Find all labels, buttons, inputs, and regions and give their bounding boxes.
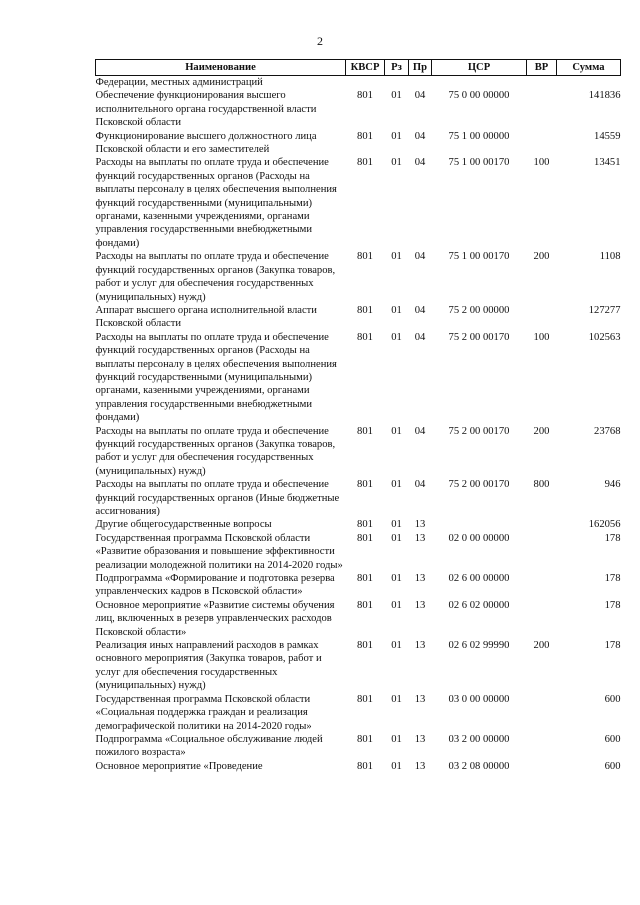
table-row [96, 156, 621, 250]
cell-kvsr: 801 [357, 733, 373, 745]
cell-csr: 02 6 00 00000 [448, 573, 510, 585]
table-row [96, 89, 621, 129]
cell-sum: 600 [604, 733, 621, 745]
cell-pr: 13 [414, 760, 426, 772]
cell-sum: 178 [604, 532, 621, 544]
cell-pr: 04 [414, 304, 426, 316]
cell-name: Функционирование высшего должностного лица Псковской области и его заместителей [95, 130, 317, 156]
cell-kvsr: 801 [357, 640, 373, 652]
column-header-pr: Пр [409, 60, 432, 76]
cell-csr [432, 76, 527, 90]
cell-rz: 01 [391, 760, 402, 772]
cell-pr: 13 [414, 573, 426, 585]
cell-vr [527, 304, 557, 331]
cell-kvsr: 801 [357, 425, 373, 437]
cell-sum: 600 [604, 693, 621, 705]
cell-pr: 04 [414, 479, 426, 491]
column-header-sum: Сумма [557, 60, 621, 76]
cell-pr: 04 [414, 251, 426, 263]
cell-sum: 13451 [594, 157, 621, 169]
cell-vr [527, 130, 557, 157]
cell-csr: 02 0 00 00000 [448, 532, 510, 544]
cell-vr [527, 760, 557, 773]
table-body [96, 76, 621, 774]
cell-sum: 178 [604, 573, 621, 585]
cell-name: Расходы на выплаты по оплате труда и обеспечение функций государственных органов (Расходы на выплаты персоналу в целях обеспечения выполнения функций государственными (муниципальными) органами, казенными учреждениями, органами управления государственными внебюджетными фондами) [95, 157, 337, 249]
cell-sum: 14559 [594, 130, 621, 142]
cell-vr: 100 [533, 157, 550, 169]
column-header-name: Наименование [96, 60, 346, 76]
cell-rz: 01 [391, 733, 402, 745]
cell-kvsr: 801 [357, 760, 373, 772]
table-row [96, 250, 621, 304]
cell-csr: 75 1 00 00170 [448, 157, 510, 169]
cell-sum: 23768 [594, 425, 621, 437]
table-row [96, 518, 621, 531]
cell-sum: 178 [604, 599, 621, 611]
cell-name: Расходы на выплаты по оплате труда и обеспечение функций государственных органов (Закупка товаров, работ и услуг для обеспечения государственных (муниципальных) нужд) [95, 425, 336, 477]
table-row [96, 532, 621, 572]
table-header-row [96, 60, 621, 76]
cell-vr [527, 76, 557, 90]
cell-name: Государственная программа Псковской области «Развитие образования и повышение эффективности реализации молодежной политики на 2014-2020 годы» [95, 532, 343, 571]
cell-csr: 03 2 08 00000 [448, 760, 510, 772]
cell-pr: 13 [414, 519, 426, 531]
cell-sum: 1108 [599, 251, 621, 263]
cell-name: Аппарат высшего органа исполнительной власти Псковской области [95, 304, 317, 330]
cell-vr: 200 [533, 425, 550, 437]
cell-name: Другие общегосударственные вопросы [95, 519, 272, 531]
cell-rz: 01 [391, 599, 402, 611]
cell-pr: 13 [414, 532, 426, 544]
cell-vr [527, 89, 557, 129]
cell-kvsr: 801 [357, 519, 373, 531]
cell-name: Реализация иных направлений расходов в рамках основного мероприятия (Закупка товаров, работ и услуг для обеспечения государственных (муниципальных) нужд) [95, 640, 322, 692]
table-row [96, 425, 621, 479]
cell-pr: 04 [414, 331, 426, 343]
cell-kvsr: 801 [357, 90, 373, 102]
cell-name: Подпрограмма «Формирование и подготовка резерва управленческих кадров в Псковской области» [95, 573, 335, 598]
cell-sum: 600 [604, 760, 621, 772]
cell-pr: 04 [414, 157, 426, 169]
cell-csr [432, 518, 527, 531]
table-row [96, 733, 621, 760]
cell-csr: 75 0 00 00000 [448, 90, 510, 102]
column-header-kvsr: КВСР [346, 60, 385, 76]
cell-rz: 01 [391, 130, 402, 142]
cell-rz: 01 [391, 90, 402, 102]
cell-vr [527, 518, 557, 531]
cell-csr: 75 2 00 00170 [448, 425, 510, 437]
cell-kvsr [346, 76, 385, 90]
cell-csr: 02 6 02 00000 [448, 599, 510, 611]
table-row [96, 599, 621, 639]
cell-pr [409, 76, 432, 90]
table-row [96, 331, 621, 425]
cell-csr: 75 2 00 00000 [448, 304, 510, 316]
column-header-csr: ЦСР [432, 60, 527, 76]
cell-name: Основное мероприятие «Развитие системы обучения лиц, включенных в резерв управленческих расходов Псковской области» [95, 599, 335, 638]
table-row [96, 76, 621, 90]
cell-rz [385, 76, 409, 90]
cell-csr: 03 2 00 00000 [448, 733, 510, 745]
cell-pr: 13 [414, 640, 426, 652]
cell-sum: 162056 [588, 519, 621, 531]
cell-sum: 141836 [588, 90, 621, 102]
cell-pr: 13 [414, 733, 426, 745]
table-row [96, 478, 621, 518]
cell-kvsr: 801 [357, 251, 373, 263]
cell-kvsr: 801 [357, 599, 373, 611]
table-row [96, 304, 621, 331]
cell-name: Расходы на выплаты по оплате труда и обеспечение функций государственных органов (Иные бюджетные ассигнования) [95, 479, 340, 517]
cell-csr: 75 1 00 00170 [448, 251, 510, 263]
cell-vr [527, 693, 557, 733]
cell-kvsr: 801 [357, 573, 373, 585]
cell-kvsr: 801 [357, 157, 373, 169]
cell-rz: 01 [391, 693, 402, 705]
cell-name: Государственная программа Псковской области «Социальная поддержка граждан и реализация демографической политики на 2014-2020 годы» [95, 693, 312, 732]
cell-csr: 03 0 00 00000 [448, 693, 510, 705]
cell-vr: 200 [533, 640, 550, 652]
cell-csr: 75 2 00 00170 [448, 331, 510, 343]
cell-rz: 01 [391, 304, 402, 316]
budget-table [95, 59, 621, 773]
table-row [96, 760, 621, 773]
cell-kvsr: 801 [357, 532, 373, 544]
cell-rz: 01 [391, 157, 402, 169]
cell-vr [527, 599, 557, 639]
cell-sum [557, 76, 621, 90]
cell-rz: 01 [391, 519, 402, 531]
cell-rz: 01 [391, 425, 402, 437]
cell-csr: 75 1 00 00000 [448, 130, 510, 142]
cell-vr: 200 [533, 251, 550, 263]
cell-vr: 800 [533, 479, 550, 491]
cell-kvsr: 801 [357, 693, 373, 705]
cell-rz: 01 [391, 532, 402, 544]
cell-name: Расходы на выплаты по оплате труда и обеспечение функций государственных органов (Расходы на выплаты персоналу в целях обеспечения выполнения функций государственными (муниципальными) органами, казенными учреждениями, органами управления государственными внебюджетными фондами) [95, 331, 337, 424]
cell-kvsr: 801 [357, 130, 373, 142]
cell-pr: 13 [414, 599, 426, 611]
column-header-rz: Рз [385, 60, 409, 76]
cell-pr: 04 [414, 425, 426, 437]
cell-pr: 04 [414, 130, 426, 142]
cell-rz: 01 [391, 331, 402, 343]
cell-kvsr: 801 [357, 304, 373, 316]
table-row [96, 130, 621, 157]
cell-vr: 100 [533, 331, 550, 343]
cell-csr: 02 6 02 99990 [448, 640, 510, 652]
page-number: 2 [317, 34, 323, 48]
cell-name: Федерации, местных администраций [95, 77, 263, 88]
cell-name: Подпрограмма «Социальное обслуживание людей пожилого возраста» [95, 733, 323, 759]
cell-pr: 13 [414, 693, 426, 705]
cell-rz: 01 [391, 640, 402, 652]
table-row [96, 639, 621, 693]
cell-vr [527, 572, 557, 599]
cell-vr [527, 733, 557, 760]
cell-vr [527, 532, 557, 572]
cell-csr: 75 2 00 00170 [448, 479, 510, 491]
cell-rz: 01 [391, 573, 402, 585]
cell-name: Основное мероприятие «Проведение [95, 760, 263, 772]
cell-kvsr: 801 [357, 479, 373, 491]
table-row [96, 572, 621, 599]
cell-name: Обеспечение функционирования высшего исполнительного органа государственной власти Псковской области [95, 90, 317, 129]
cell-sum: 127277 [588, 304, 621, 316]
cell-rz: 01 [391, 251, 402, 263]
cell-sum: 178 [604, 640, 621, 652]
cell-name: Расходы на выплаты по оплате труда и обеспечение функций государственных органов (Закупка товаров, работ и услуг для обеспечения государственных (муниципальных) нужд) [95, 251, 336, 303]
cell-sum: 102563 [588, 331, 621, 343]
cell-pr: 04 [414, 90, 426, 102]
column-header-vr: ВР [527, 60, 557, 76]
cell-rz: 01 [391, 479, 402, 491]
table-row [96, 693, 621, 733]
cell-kvsr: 801 [357, 331, 373, 343]
cell-sum: 946 [604, 479, 621, 491]
